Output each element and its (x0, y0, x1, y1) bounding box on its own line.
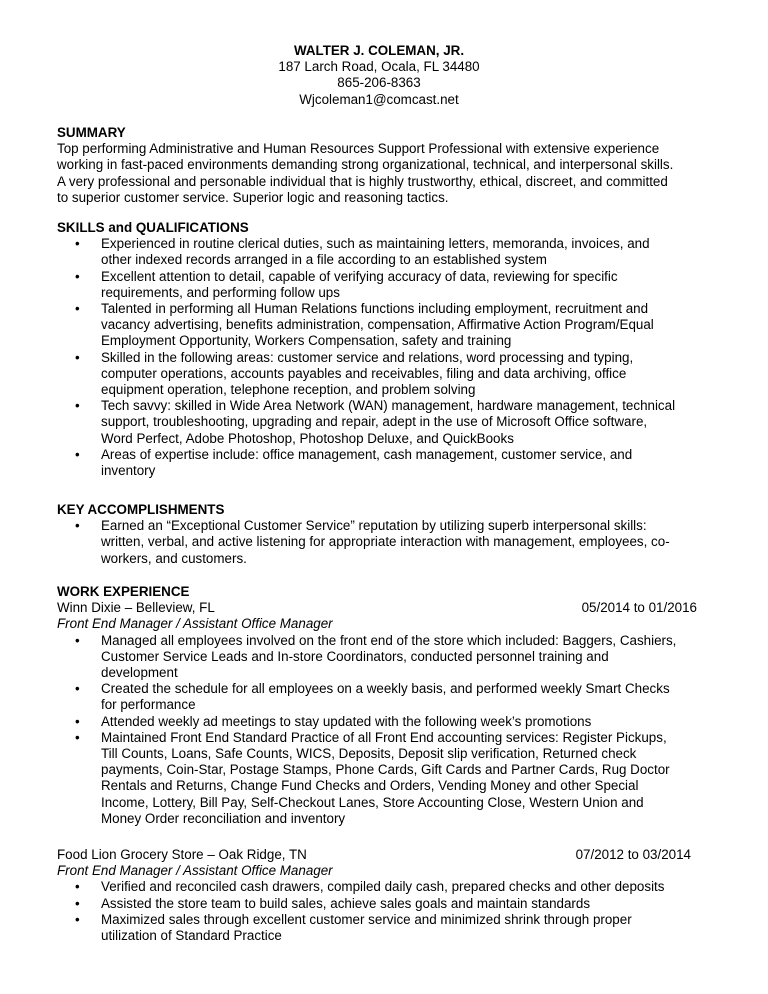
list-item (57, 912, 707, 944)
list-item (57, 301, 707, 350)
item-line: Managed all employees involved on the front end of the store which included: Baggers, Cashiers, (101, 632, 677, 648)
bullet-icon: • (75, 911, 80, 927)
item-line: Word Perfect, Adobe Photoshop, Photoshop Deluxe, and QuickBooks (101, 430, 514, 446)
skills-section (57, 220, 707, 479)
item-line: vacancy advertising, benefits administration, compensation, Affirmative Action Program/Equal (101, 317, 654, 333)
list-item (57, 269, 707, 301)
item-line: workers, and customers. (101, 550, 247, 566)
job-header (57, 847, 707, 863)
item-line: payments, Coin-Star, Postage Stamps, Phone Cards, Gift Cards and Partner Cards, Rug Doctor (101, 762, 670, 778)
item-line: Experienced in routine clerical duties, such as maintaining letters, memoranda, invoices, and (101, 236, 650, 252)
list-item (57, 879, 707, 895)
phone-line: 865-206-8363 (337, 75, 421, 91)
bullet-icon: • (75, 349, 80, 365)
list-item (57, 447, 707, 479)
item-line: Tech savvy: skilled in Wide Area Network (WAN) management, hardware management, technical (101, 398, 676, 414)
summary-line: to superior customer service. Superior logic and reasoning tactics. (57, 189, 449, 205)
accomplishments-title: KEY ACCOMPLISHMENTS (57, 502, 225, 517)
item-line: requirements, and performing follow ups (101, 284, 340, 300)
resume-header (0, 43, 758, 108)
job-company: Winn Dixie – Belleview, FL (57, 600, 215, 616)
job-dates: 07/2012 to 03/2014 (575, 847, 691, 862)
item-line: for performance (101, 697, 196, 713)
job-role: Front End Manager / Assistant Office Manager (57, 863, 333, 879)
bullet-icon: • (75, 895, 80, 911)
summary-line: working in fast-paced environments demanding strong organizational, technical, and interpersonal skills. (57, 157, 674, 173)
summary-line: A very professional and personable individual that is highly trustworthy, ethical, discreet, and committed (57, 173, 668, 189)
email-line: Wjcoleman1@comcast.net (299, 91, 459, 107)
job-block (57, 847, 707, 944)
accomplishments-section (57, 502, 707, 567)
list-item (57, 633, 707, 682)
job-dates: 05/2014 to 01/2016 (581, 600, 697, 616)
item-line: written, verbal, and active listening for appropriate interaction with management, employees, co- (101, 534, 670, 550)
job-duties-list (57, 879, 707, 944)
list-item (57, 350, 707, 399)
list-item (57, 714, 707, 730)
bullet-icon: • (75, 236, 80, 252)
item-line: Rentals and Returns, Change Fund Checks and Orders, Vending Money and other Special (101, 778, 639, 794)
item-line: Attended weekly ad meetings to stay updated with the following week’s promotions (101, 713, 592, 729)
item-line: Verified and reconciled cash drawers, compiled daily cash, prepared checks and other deposits (101, 879, 665, 895)
work-section (57, 584, 707, 827)
list-item (57, 896, 707, 912)
bullet-icon: • (75, 268, 80, 284)
address-line: 187 Larch Road, Ocala, FL 34480 (278, 59, 480, 75)
summary-title: SUMMARY (57, 125, 126, 140)
bullet-icon: • (75, 879, 80, 895)
item-line: Maximized sales through excellent customer service and minimized shrink through proper (101, 911, 632, 927)
item-line: other indexed records arranged in a file according to an established system (101, 252, 547, 268)
job-header (57, 600, 707, 616)
accomplishments-list (57, 518, 707, 567)
bullet-icon: • (75, 398, 80, 414)
item-line: Assisted the store team to build sales, achieve sales goals and maintain standards (101, 895, 591, 911)
item-line: Employment Opportunity, Workers Compensation, safety and training (101, 333, 512, 349)
item-line: Talented in performing all Human Relations functions including employment, recruitment and (101, 301, 649, 317)
skills-list (57, 236, 707, 479)
bullet-icon: • (75, 681, 80, 697)
job-role: Front End Manager / Assistant Office Manager (57, 616, 333, 632)
item-line: development (101, 665, 178, 680)
item-line: Skilled in the following areas: customer service and relations, word processing and typing, (101, 349, 634, 365)
item-line: Maintained Front End Standard Practice of all Front End accounting services: Register Pickups, (101, 729, 667, 745)
bullet-icon: • (75, 713, 80, 729)
item-line: utilization of Standard Practice (101, 928, 282, 943)
bullet-icon: • (75, 632, 80, 648)
work-title: WORK EXPERIENCE (57, 584, 190, 599)
item-line: equipment operation, telephone reception, and problem solving (101, 382, 476, 398)
summary-line: Top performing Administrative and Human Resources Support Professional with extensive experience (57, 141, 660, 157)
list-item (57, 398, 707, 447)
item-line: Created the schedule for all employees on a weekly basis, and performed weekly Smart Checks (101, 681, 670, 697)
skills-title: SKILLS and QUALIFICATIONS (57, 220, 249, 235)
summary-section (57, 125, 707, 206)
item-line: Income, Lottery, Bill Pay, Self-Checkout Lanes, Store Accounting Close, Western Union and (101, 794, 644, 810)
item-line: Till Counts, Loans, Safe Counts, WICS, Deposits, Deposit slip verification, Returned check (101, 746, 637, 762)
item-line: support, troubleshooting, upgrading and repair, adept in the use of Microsoft Office software, (101, 414, 648, 430)
item-line: Money Order reconciliation and inventory (101, 810, 346, 826)
job-company: Food Lion Grocery Store – Oak Ridge, TN (57, 847, 307, 862)
list-item (57, 681, 707, 713)
item-line: Areas of expertise include: office management, cash management, customer service, and (101, 446, 633, 462)
item-line: Earned an “Exceptional Customer Service” reputation by utilizing superb interpersonal skills: (101, 518, 647, 534)
list-item (57, 236, 707, 268)
list-item (57, 518, 707, 567)
bullet-icon: • (75, 301, 80, 317)
item-line: inventory (101, 463, 156, 479)
item-line: Customer Service Leads and In-store Coordinators, conducted personnel training and (101, 648, 609, 664)
job-duties-list (57, 633, 707, 827)
bullet-icon: • (75, 446, 80, 462)
list-item (57, 730, 707, 827)
candidate-name: WALTER J. COLEMAN, JR. (293, 43, 465, 58)
bullet-icon: • (75, 729, 80, 745)
bullet-icon: • (75, 518, 80, 534)
item-line: computer operations, accounts payables and receivables, filing and data archiving, office (101, 365, 627, 381)
item-line: Excellent attention to detail, capable of verifying accuracy of data, reviewing for specific (101, 268, 618, 284)
